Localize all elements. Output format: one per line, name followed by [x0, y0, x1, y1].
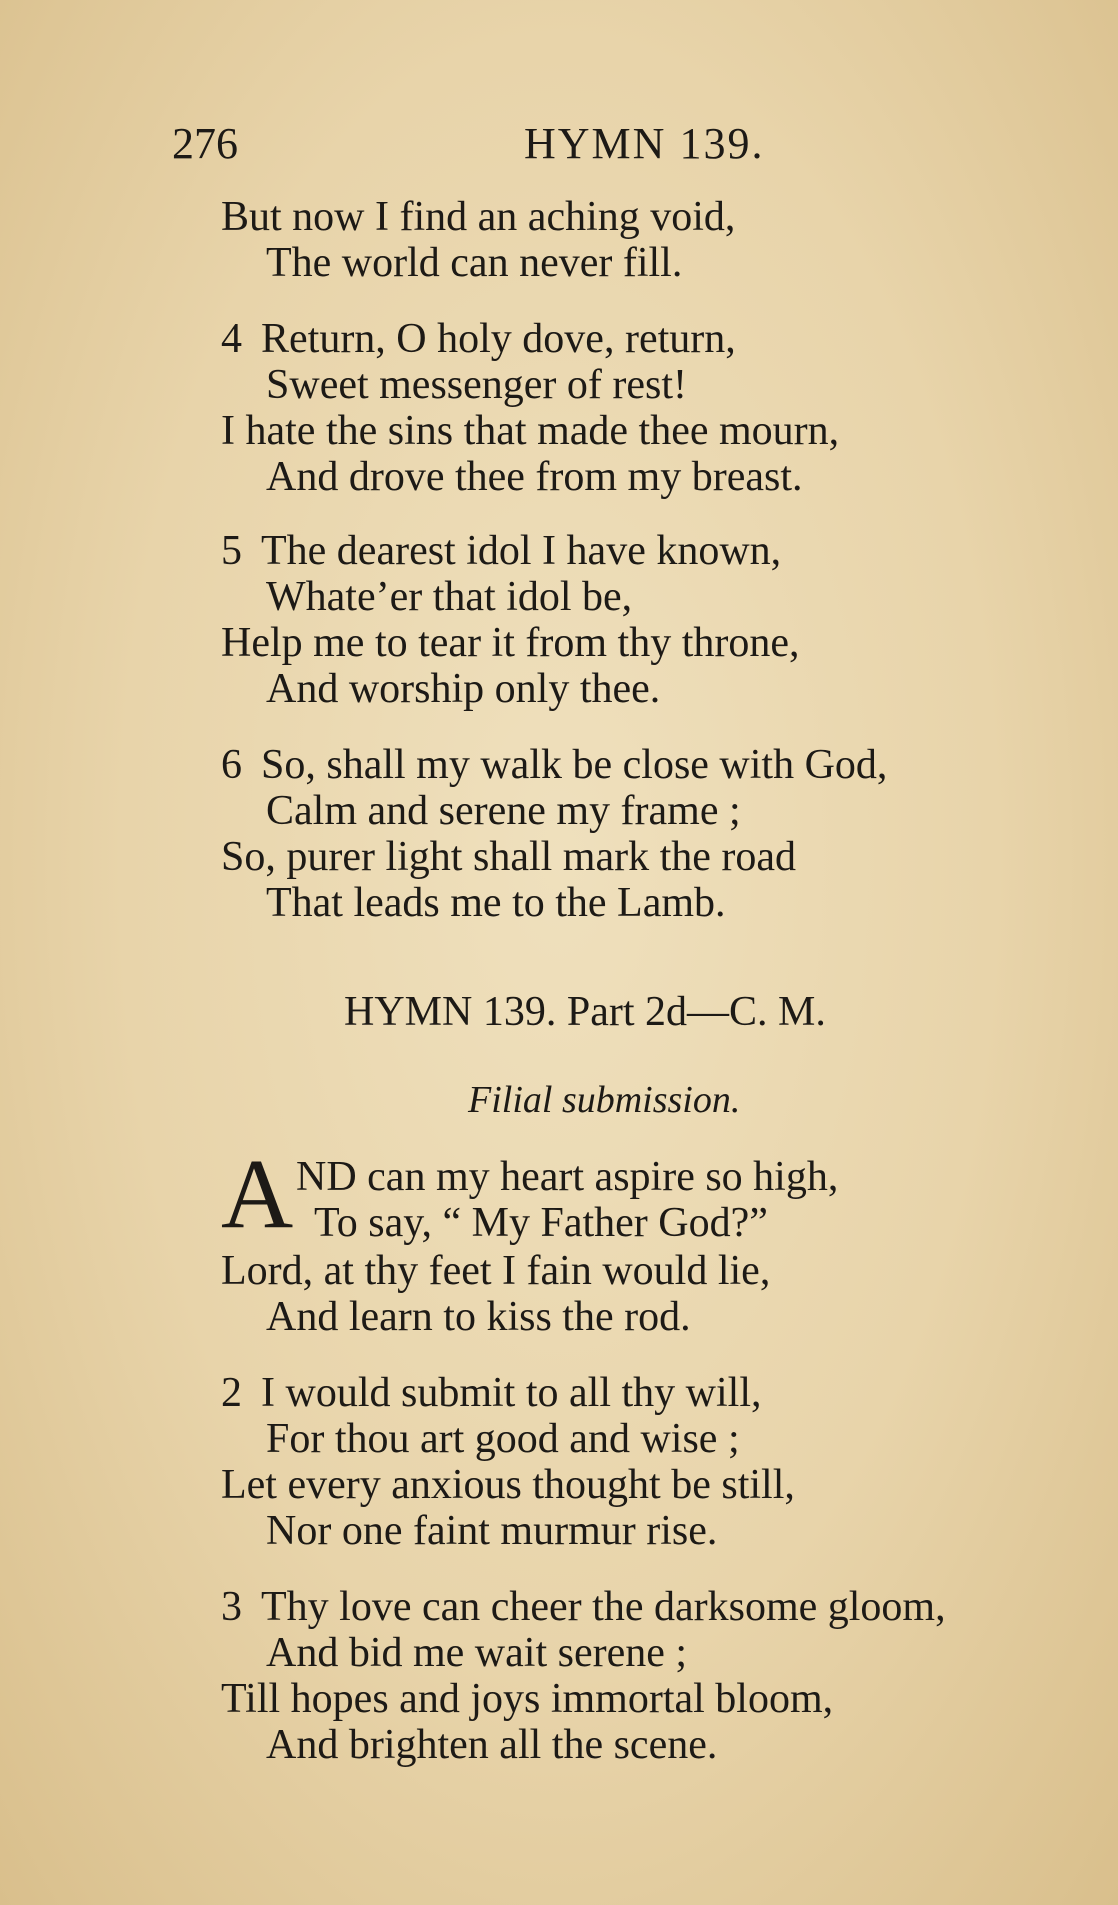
running-title: HYMN 139. [524, 119, 765, 168]
verse-4-line-1: 4 Return, O holy dove, return, [221, 316, 736, 362]
verse-5-line-4: And worship only thee. [266, 666, 661, 712]
page-header [172, 118, 812, 174]
verse-5-line-2: Whate’er that idol be, [266, 574, 633, 620]
hymn-heading: HYMN 139. Part 2d—C. M. [344, 989, 826, 1035]
part2-verse-3-line-2: And bid me wait serene ; [266, 1630, 688, 1676]
part2-verse-3-line-3: Till hopes and joys immortal bloom, [221, 1676, 834, 1722]
continuation-line: But now I find an aching void, [221, 194, 736, 240]
verse-6-line-4: That leads me to the Lamb. [266, 880, 726, 926]
part2-verse-3-line-4: And brighten all the scene. [266, 1722, 718, 1768]
verse-4-line-4: And drove thee from my breast. [266, 454, 803, 500]
verse-5-line-1: 5 The dearest idol I have known, [221, 528, 782, 574]
part2-verse-2-line-2: For thou art good and wise ; [266, 1416, 740, 1462]
part2-verse-3-line-1: 3 Thy love can cheer the darksome gloom, [221, 1584, 946, 1630]
verse-4-line-3: I hate the sins that made thee mourn, [221, 408, 840, 454]
first-verse-line-2: To say, “ My Father God?” [314, 1200, 768, 1246]
verse-4-line-2: Sweet messenger of rest! [266, 362, 688, 408]
first-verse-line-1: ND can my heart aspire so high, [296, 1154, 839, 1200]
page-number: 276 [172, 119, 238, 168]
verse-6-line-3: So, purer light shall mark the road [221, 834, 797, 880]
first-verse-line-3: Lord, at thy feet I fain would lie, [221, 1248, 771, 1294]
part2-verse-2-line-1: 2 I would submit to all thy will, [221, 1370, 762, 1416]
part2-verse-2-line-3: Let every anxious thought be still, [221, 1462, 795, 1508]
drop-cap: A [221, 1138, 294, 1249]
verse-6-line-1: 6 So, shall my walk be close with God, [221, 742, 888, 788]
part2-verse-2-line-4: Nor one faint murmur rise. [266, 1508, 718, 1554]
verse-5-line-3: Help me to tear it from thy throne, [221, 620, 800, 666]
verse-6-line-2: Calm and serene my frame ; [266, 788, 741, 834]
first-verse-line-4: And learn to kiss the rod. [266, 1294, 691, 1340]
hymn-subtitle: Filial submission. [468, 1079, 741, 1121]
continuation-line: The world can never fill. [266, 240, 683, 286]
